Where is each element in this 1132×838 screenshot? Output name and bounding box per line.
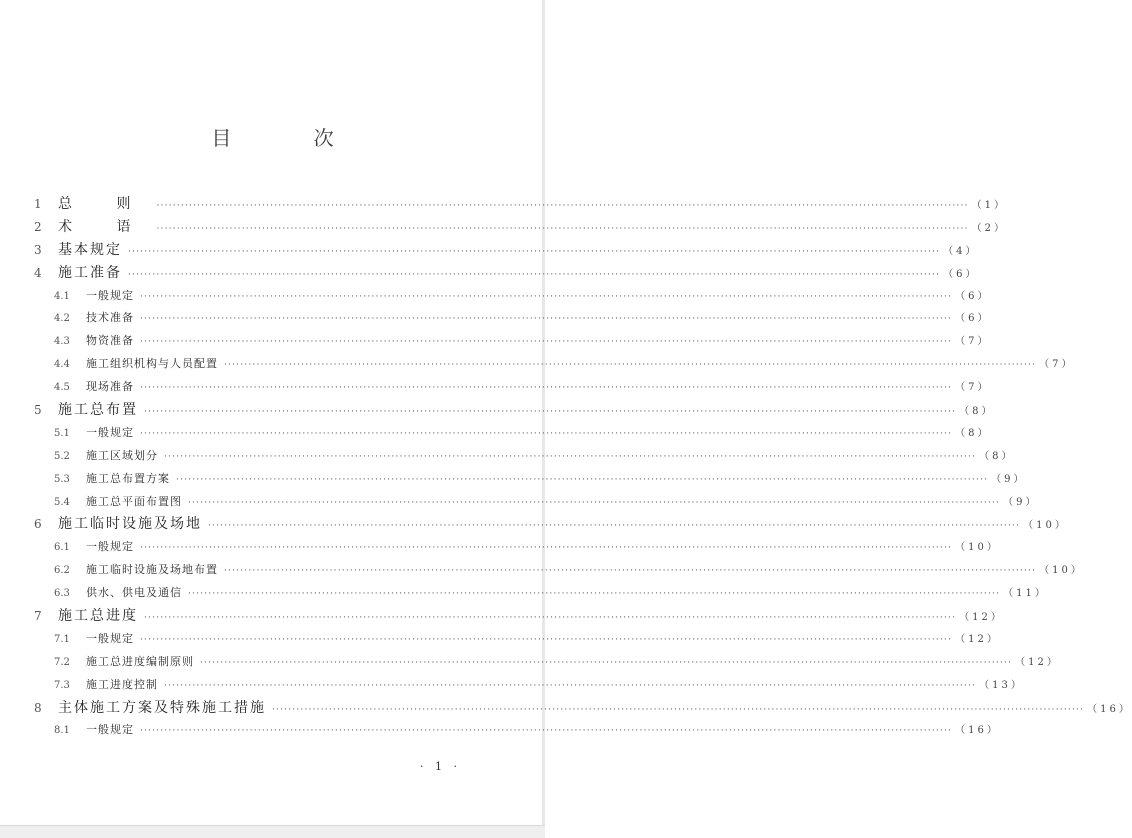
toc-entry-label: 施工总布置方案 [86,471,170,485]
toc-entry-page: （7） [1039,359,1075,371]
dot-leader: ········································································································································································································ [140,543,953,554]
toc-entry-page: （13） [979,679,1024,691]
dot-leader: ········································································································································································································ [144,407,957,418]
toc-entry-number: 8.1 [54,725,70,737]
toc-entry-page: （10） [1023,520,1068,532]
toc-entry-label: 施工区域划分 [86,448,158,462]
toc-entry-page: （4） [943,245,979,257]
toc-entry-page: （8） [979,450,1015,462]
toc-entry-number: 5.2 [54,450,70,462]
toc-entry-number: 4.5 [54,382,70,394]
toc-section-entry[interactable] [34,422,991,445]
toc-section-entry[interactable] [34,491,1039,514]
toc-entry-label: 一般规定 [86,540,134,554]
page-number: · 1 · [420,760,461,773]
toc-entry-page: （6） [955,290,991,302]
dot-leader: ········································································································································································································ [128,269,941,280]
toc-entry-number: 6 [34,517,42,532]
toc-entry-number: 6.2 [54,565,70,577]
toc-entry-label: 供水、供电及通信 [86,586,182,600]
toc-entry-number: 5.3 [54,473,70,485]
toc-section-entry[interactable] [34,628,1000,651]
toc-entry-page: （12） [959,612,1004,624]
toc-section-entry[interactable] [34,651,1060,674]
toc-entry-label: 施工临时设施及场地布置 [86,563,218,577]
toc-entry-number: 4.3 [54,336,70,348]
dot-leader: ········································································································································································································ [188,497,1001,508]
dot-leader: ········································································································································································································ [156,201,969,211]
toc-entry-page: （16） [955,725,1000,737]
toc-chapter-entry[interactable] [34,605,1004,628]
dot-leader: ········································································································································································································ [140,291,953,302]
toc-entry-page: （6） [943,268,979,280]
toc-entry-page: （12） [955,633,1000,645]
toc-entry-page: （12） [1015,656,1060,668]
toc-entry-page: （10） [955,542,1000,554]
dot-leader: ········································································································································································································ [140,337,953,348]
toc-entry-label: 施工准备 [58,264,122,281]
dot-leader: ········································································································································································································ [200,657,1013,668]
toc-entry-label: 施工进度控制 [86,677,158,691]
dot-leader: ········································································································································································································ [140,726,953,737]
dot-leader: ········································································································································································································ [164,680,977,691]
dot-leader: ········································································································································································································ [208,521,1021,532]
dot-leader: ········································································································································································································ [140,314,953,325]
dot-leader: ········································································································································································································ [144,613,957,624]
toc-entry-label: 物资准备 [86,334,134,348]
toc-entry-number: 3 [34,242,42,257]
toc-entry-number: 7 [34,609,42,624]
toc-section-entry[interactable] [34,285,991,308]
toc-entry-label: 施工总平面布置图 [86,494,182,508]
toc-entry-page: （2） [971,222,1007,234]
toc-section-entry[interactable] [34,582,1048,605]
toc-entry-page: （9） [1003,496,1039,508]
toc-entry-number: 8 [34,700,42,715]
table-of-contents [34,193,1132,742]
toc-entry-label: 技术准备 [86,311,134,325]
toc-entry-label: 一般规定 [86,425,134,439]
toc-entry-page: （16） [1087,703,1132,715]
toc-section-entry[interactable] [34,376,991,399]
toc-entry-page: （1） [971,200,1007,211]
toc-section-entry[interactable] [34,468,1027,491]
toc-chapter-entry[interactable] [34,399,995,422]
toc-section-entry[interactable] [34,536,1000,559]
toc-entry-number: 1 [34,197,42,211]
toc-entry-number: 7.1 [54,633,70,645]
dot-leader: ········································································································································································································ [188,589,1001,600]
dot-leader: ········································································································································································································ [128,246,941,257]
toc-section-entry[interactable] [34,559,1084,582]
toc-entry-label: 总 则 [58,196,151,212]
toc-entry-label: 现场准备 [86,380,134,394]
toc-entry-label: 施工组织机构与人员配置 [86,357,218,371]
toc-chapter-entry[interactable] [34,193,1007,216]
toc-section-entry[interactable] [34,674,1024,697]
toc-entry-number: 4.4 [54,359,70,371]
toc-entry-label: 主体施工方案及特殊施工措施 [58,699,266,716]
toc-entry-number: 4.1 [54,290,70,302]
dot-leader: ········································································································································································································ [224,360,1037,371]
toc-section-entry[interactable] [34,719,1000,742]
dot-leader: ········································································································································································································ [272,704,1085,715]
toc-entry-label: 基本规定 [58,241,122,258]
toc-entry-label: 一般规定 [86,288,134,302]
toc-entry-page: （11） [1003,588,1048,600]
toc-entry-label: 术 语 [58,218,151,235]
toc-entry-number: 5 [34,403,42,418]
toc-chapter-entry[interactable] [34,697,1132,720]
toc-entry-label: 施工总进度 [58,608,138,625]
toc-entry-number: 4.2 [54,313,70,325]
toc-entry-page: （7） [955,382,991,394]
toc-entry-page: （9） [991,473,1027,485]
toc-chapter-entry[interactable] [34,239,979,262]
toc-entry-number: 2 [34,219,42,234]
toc-entry-page: （10） [1039,565,1084,577]
toc-chapter-entry[interactable] [34,513,1068,536]
toc-chapter-entry[interactable] [34,262,979,285]
toc-entry-number: 4 [34,265,42,280]
dot-leader: ········································································································································································································ [140,428,953,439]
toc-entry-number: 5.1 [54,427,70,439]
toc-entry-page: （8） [955,427,991,439]
toc-entry-page: （8） [959,406,995,418]
toc-entry-label: 施工总进度编制原则 [86,654,194,668]
toc-entry-number: 6.1 [54,542,70,554]
toc-section-entry[interactable] [34,330,991,353]
dot-leader: ········································································································································································································ [156,223,969,234]
toc-entry-number: 6.3 [54,588,70,600]
toc-entry-page: （7） [955,336,991,348]
dot-leader: ········································································································································································································ [224,566,1037,577]
toc-entry-number: 7.3 [54,679,70,691]
page-bottom-edge [0,825,545,838]
toc-entry-label: 一般规定 [86,631,134,645]
page-title: 目 次 [211,126,372,150]
toc-entry-page: （6） [955,313,991,325]
toc-entry-number: 7.2 [54,656,70,668]
toc-entry-label: 一般规定 [86,723,134,737]
toc-entry-label: 施工临时设施及场地 [58,516,202,533]
toc-section-entry[interactable] [34,445,1015,468]
toc-chapter-entry[interactable] [34,216,1007,239]
toc-entry-label: 施工总布置 [58,402,138,419]
dot-leader: ········································································································································································································ [140,634,953,645]
dot-leader: ········································································································································································································ [140,383,953,394]
toc-section-entry[interactable] [34,353,1075,376]
dot-leader: ········································································································································································································ [176,474,989,485]
toc-section-entry[interactable] [34,307,991,330]
dot-leader: ········································································································································································································ [164,451,977,462]
toc-entry-number: 5.4 [54,496,70,508]
